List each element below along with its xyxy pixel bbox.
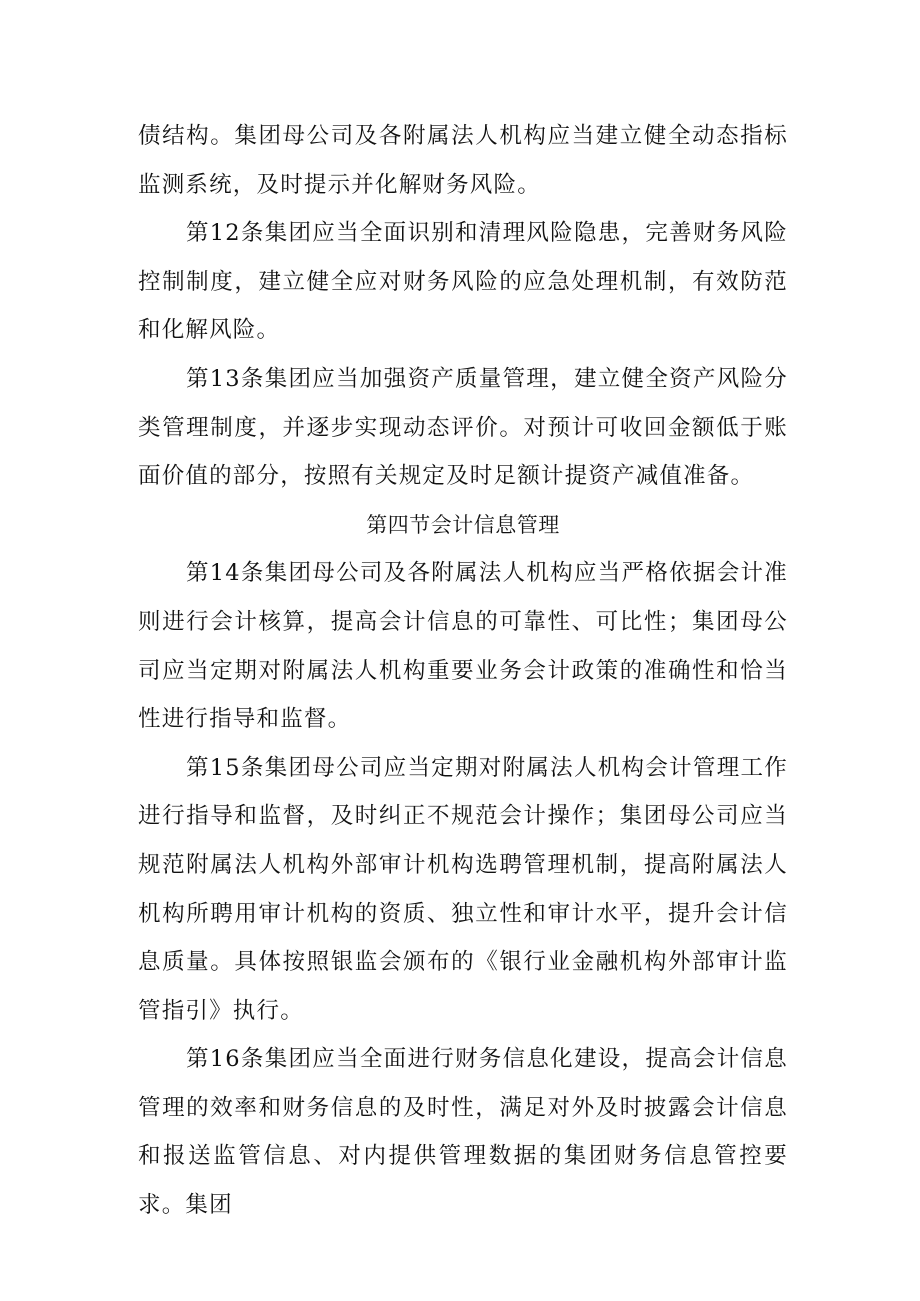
article-16: 第16条集团应当全面进行财务信息化建设，提高会计信息管理的效率和财务信息的及时性，满足对外及时披露会计信息和报送监管信息、对内提供管理数据的集团财务信息管控要求。集团 [138, 1046, 788, 1219]
article-12: 第12条集团应当全面识别和清理风险隐患，完善财务风险控制制度，建立健全应对财务风险的应急处理机制，有效防范和化解风险。 [138, 220, 788, 344]
document-page [138, 112, 788, 1230]
section-heading: 第四节会计信息管理 [366, 512, 560, 537]
article-15: 第15条集团母公司应当定期对附属法人机构会计管理工作进行指导和监督，及时纠正不规范会计操作；集团母公司应当规范附属法人机构外部审计机构选聘管理机制，提高附属法人机构所聘用审计机构的资质、独立性和审计水平，提升会计信息质量。具体按照银监会颁布的《银行业金融机构外部审计监管指引》执行。 [138, 754, 788, 1024]
article-13: 第13条集团应当加强资产质量管理，建立健全资产风险分类管理制度，并逐步实现动态评价。对预计可收回金额低于账面价值的部分，按照有关规定及时足额计提资产减值准备。 [138, 365, 788, 490]
article-14: 第14条集团母公司及各附属法人机构应当严格依据会计准则进行会计核算，提高会计信息的可靠性、可比性；集团母公司应当定期对附属法人机构重要业务会计政策的准确性和恰当性进行指导和监督。 [138, 560, 788, 733]
paragraph-continuation: 债结构。集团母公司及各附属法人机构应当建立健全动态指标监测系统，及时提示并化解财务风险。 [138, 123, 788, 198]
